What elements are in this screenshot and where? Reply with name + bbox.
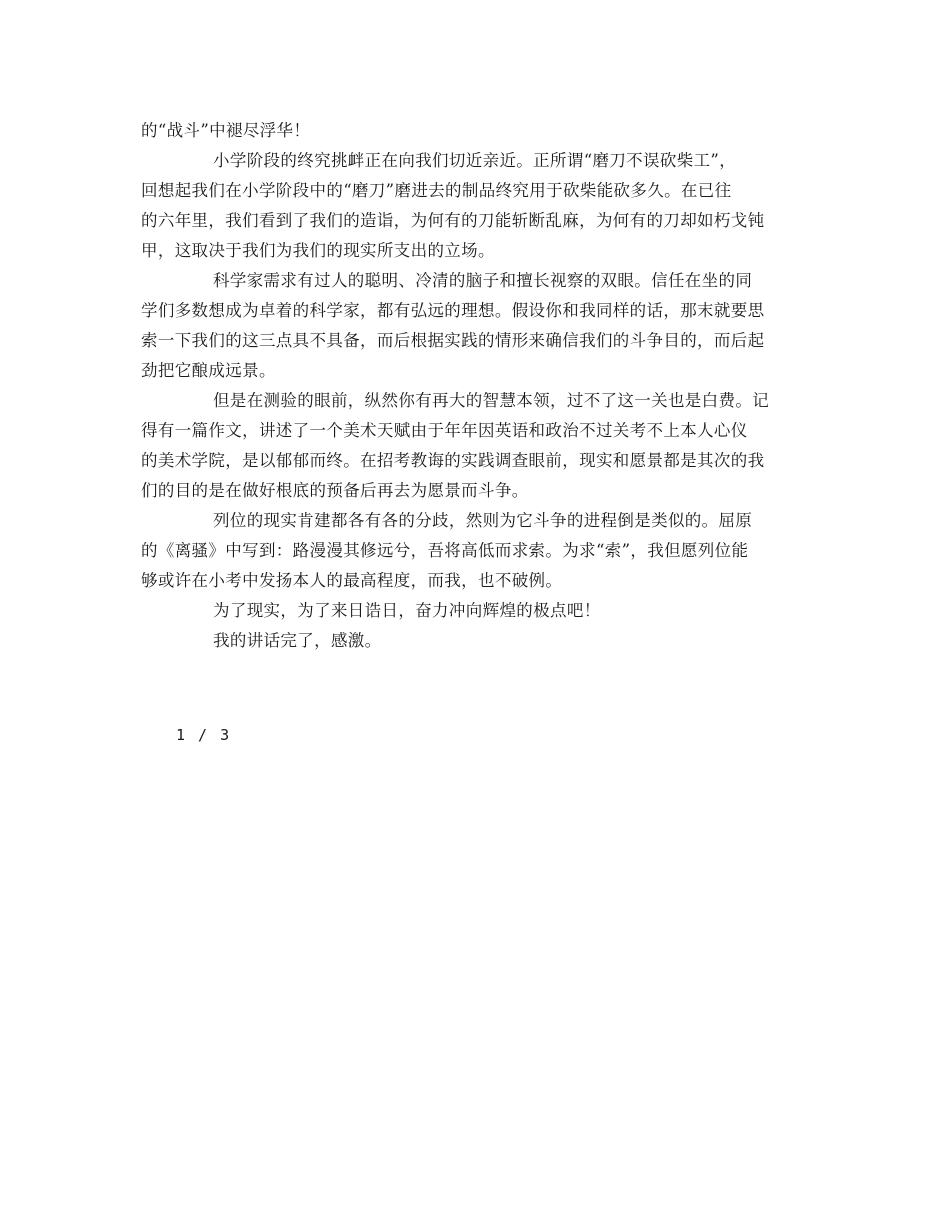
text-line: 劲把它酿成远景。 (141, 361, 276, 380)
text-line: 列位的现实肯建都各有各的分歧，然则为它斗争的进程倒是类似的。屈原 (213, 511, 753, 530)
text-line: 回想起我们在小学阶段中的“磨刀”磨进去的制品终究用于砍柴能砍多久。在已往 (141, 181, 732, 200)
text-line: 得有一篇作文，讲述了一个美术天赋由于年年因英语和政治不过关考不上本人心仪 (141, 421, 748, 440)
text-line: 科学家需求有过人的聪明、冷清的脑子和擅长视察的双眼。信任在坐的同 (213, 271, 753, 290)
text-line: 学们多数想成为卓着的科学家，都有弘远的理想。假设你和我同样的话，那末就要思 (141, 301, 765, 320)
text-line: 的美术学院，是以郁郁而终。在招考教诲的实践调查眼前，现实和愿景都是其次的我 (141, 451, 765, 470)
text-line: 的“战斗”中褪尽浮华！ (141, 121, 311, 140)
text-line: 够或许在小考中发扬本人的最高程度，而我，也不破例。 (141, 571, 563, 590)
text-line: 但是在测验的眼前，纵然你有再大的智慧本领，过不了这一关也是白费。记 (213, 391, 770, 410)
text-line: 索一下我们的这三点具不具备，而后根据实践的情形来确信我们的斗争目的，而后起 (141, 331, 765, 350)
text-line: 的《离骚》中写到：路漫漫其修远兮，吾将高低而求索。为求“索”，我但愿列位能 (141, 541, 749, 560)
text-line: 甲，这取决于我们为我们的现实所支出的立场。 (141, 241, 495, 260)
text-line: 我的讲话完了，感激。 (213, 631, 382, 650)
text-line: 为了现实，为了来日诰日，奋力冲向辉煌的极点吧！ (213, 601, 601, 620)
page-number: 1 / 3 (176, 726, 232, 744)
text-line: 们的目的是在做好根底的预备后再去为愿景而斗争。 (141, 481, 529, 500)
text-line: 小学阶段的终究挑衅正在向我们切近亲近。正所谓“磨刀不误砍柴工”， (213, 151, 737, 170)
text-line: 的六年里，我们看到了我们的造诣，为何有的刀能斩断乱麻，为何有的刀却如朽戈钝 (141, 211, 765, 230)
body-text (141, 116, 811, 656)
